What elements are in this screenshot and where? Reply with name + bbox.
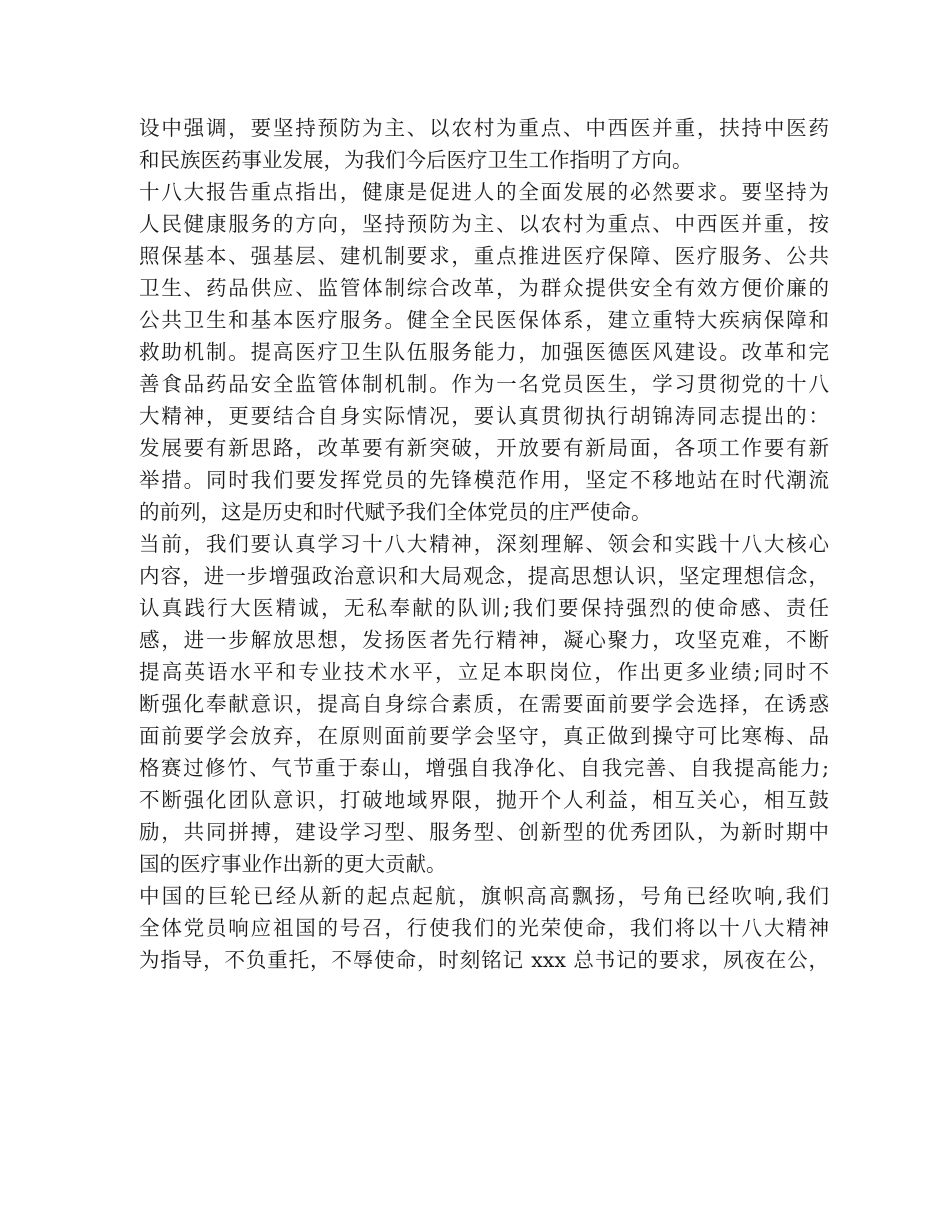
text-line: 励，共同拼搏，建设学习型、服务型、创新型的优秀团队，为新时期中 <box>139 820 829 844</box>
text-line: 提高英语水平和专业技术水平，立足本职岗位，作出更多业绩;同时不 <box>139 660 829 684</box>
text-line: 大精神，更要结合自身实际情况，要认真贯彻执行胡锦涛同志提出的： <box>139 404 829 428</box>
text-line: 公共卫生和基本医疗服务。健全全民医保体系，建立重特大疾病保障和 <box>139 308 829 332</box>
text-line: 全体党员响应祖国的号召，行使我们的光荣使命，我们将以十八大精神 <box>139 916 829 940</box>
text-line: 感，进一步解放思想，发扬医者先行精神，凝心聚力，攻坚克难，不断 <box>139 628 829 652</box>
text-line: 救助机制。提高医疗卫生队伍服务能力，加强医德医风建设。改革和完 <box>139 340 829 364</box>
text-line: 设中强调，要坚持预防为主、以农村为重点、中西医并重，扶持中医药 <box>139 116 829 140</box>
text-line: 为指导，不负重托，不辱使命，时刻铭记 xxx 总书记的要求，夙夜在公， <box>139 948 829 972</box>
text-line: 中国的巨轮已经从新的起点起航，旗帜高高飘扬，号角已经吹响,我们 <box>139 884 829 908</box>
text-line: 不断强化团队意识，打破地域界限，抛开个人利益，相互关心，相互鼓 <box>139 788 829 812</box>
text-line: 当前，我们要认真学习十八大精神，深刻理解、领会和实践十八大核心 <box>139 532 829 556</box>
text-line: 断强化奉献意识，提高自身综合素质，在需要面前要学会选择，在诱惑 <box>139 692 829 716</box>
document-body <box>139 112 829 976</box>
text-line: 内容，进一步增强政治意识和大局观念，提高思想认识，坚定理想信念， <box>139 564 829 588</box>
text-line: 发展要有新思路，改革要有新突破，开放要有新局面，各项工作要有新 <box>139 436 829 460</box>
text-line: 照保基本、强基层、建机制要求，重点推进医疗保障、医疗服务、公共 <box>139 244 829 268</box>
text-line: 卫生、药品供应、监管体制综合改革，为群众提供安全有效方便价廉的 <box>139 276 829 300</box>
text-line: 善食品药品安全监管体制机制。作为一名党员医生，学习贯彻党的十八 <box>139 372 829 396</box>
text-line: 十八大报告重点指出，健康是促进人的全面发展的必然要求。要坚持为 <box>139 180 829 204</box>
text-line: 的前列，这是历史和时代赋予我们全体党员的庄严使命。 <box>139 500 652 524</box>
text-line: 举措。同时我们要发挥党员的先锋模范作用，坚定不移地站在时代潮流 <box>139 468 829 492</box>
text-line: 认真践行大医精诚，无私奉献的队训;我们要保持强烈的使命感、责任 <box>139 596 829 620</box>
text-line: 国的医疗事业作出新的更大贡献。 <box>139 852 447 876</box>
text-line: 面前要学会放弃，在原则面前要学会坚守，真正做到操守可比寒梅、品 <box>139 724 829 748</box>
text-line: 人民健康服务的方向，坚持预防为主、以农村为重点、中西医并重，按 <box>139 212 829 236</box>
text-line: 和民族医药事业发展，为我们今后医疗卫生工作指明了方向。 <box>139 148 693 172</box>
text-line: 格赛过修竹、气节重于泰山，增强自我净化、自我完善、自我提高能力; <box>139 756 829 780</box>
